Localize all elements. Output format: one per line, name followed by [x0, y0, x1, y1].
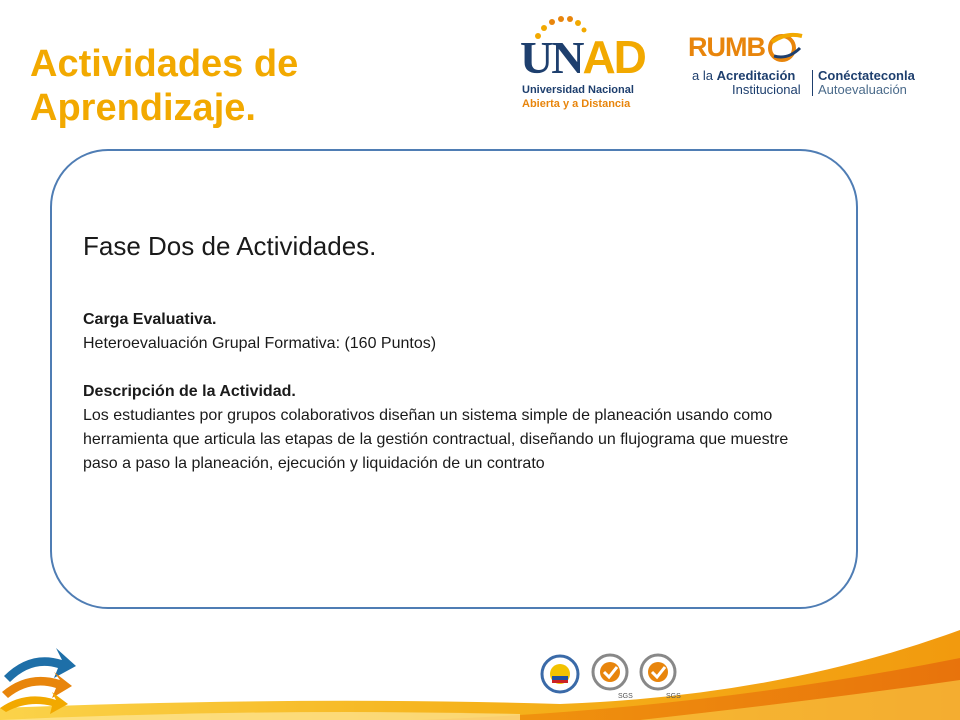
- iso-seal-icon-2: [641, 655, 675, 689]
- title-line-1: Actividades de: [30, 43, 299, 85]
- rumbo-separator: [812, 70, 813, 96]
- rumbo-line-1-bold: Acreditación: [716, 68, 796, 83]
- rumbo-globe-icon: [766, 30, 806, 66]
- rumbo-right-line-2: Autoevaluación: [818, 82, 907, 97]
- seal-label-2: SGS: [666, 693, 681, 700]
- slide-title: [30, 42, 298, 130]
- certification-seals: [540, 652, 690, 702]
- title-line-2: Aprendizaje.: [30, 87, 256, 129]
- descripcion-heading: Descripción de la Actividad.: [83, 383, 296, 400]
- arrow-emblem-icon: [0, 646, 80, 716]
- unad-subtitle-2: Abierta y a Distancia: [522, 98, 631, 110]
- spacer: [83, 356, 813, 380]
- unad-subtitle-1: Universidad Nacional: [522, 84, 634, 96]
- bottom-swoosh-decoration: [0, 600, 960, 720]
- iso-seal-icon-1: [593, 655, 627, 689]
- unad-logo: [516, 14, 656, 110]
- content-card: [50, 149, 858, 609]
- seal-label-1: SGS: [618, 693, 633, 700]
- rumbo-line-1-prefix: a la: [692, 68, 717, 83]
- carga-heading: Carga Evaluativa.: [83, 311, 217, 328]
- carga-text: Heteroevaluación Grupal Formativa: (160 Puntos): [83, 335, 437, 352]
- rumbo-right-line-1: Conéctateconla: [818, 68, 915, 83]
- rumbo-wordmark: RUMB: [688, 32, 765, 62]
- unad-wordmark-main: UN: [520, 32, 583, 83]
- descripcion-text: Los estudiantes por grupos colaborativos diseñan un sistema simple de planeación usando como herramienta que articula las etapas de la gestión contractual, diseñando un flujograma que muestre paso a paso la planeación, ejecución y liquidación de un contrato: [83, 407, 789, 472]
- card-body: [83, 308, 813, 476]
- rumbo-logo: [688, 30, 938, 100]
- rumbo-line-2: Institucional: [732, 82, 801, 97]
- colombia-seal-icon: [542, 656, 578, 692]
- card-title: Fase Dos de Actividades.: [83, 231, 377, 261]
- rumbo-line-1: [692, 68, 795, 83]
- unad-wordmark: [520, 30, 645, 84]
- unad-wordmark-accent: AD: [582, 31, 645, 83]
